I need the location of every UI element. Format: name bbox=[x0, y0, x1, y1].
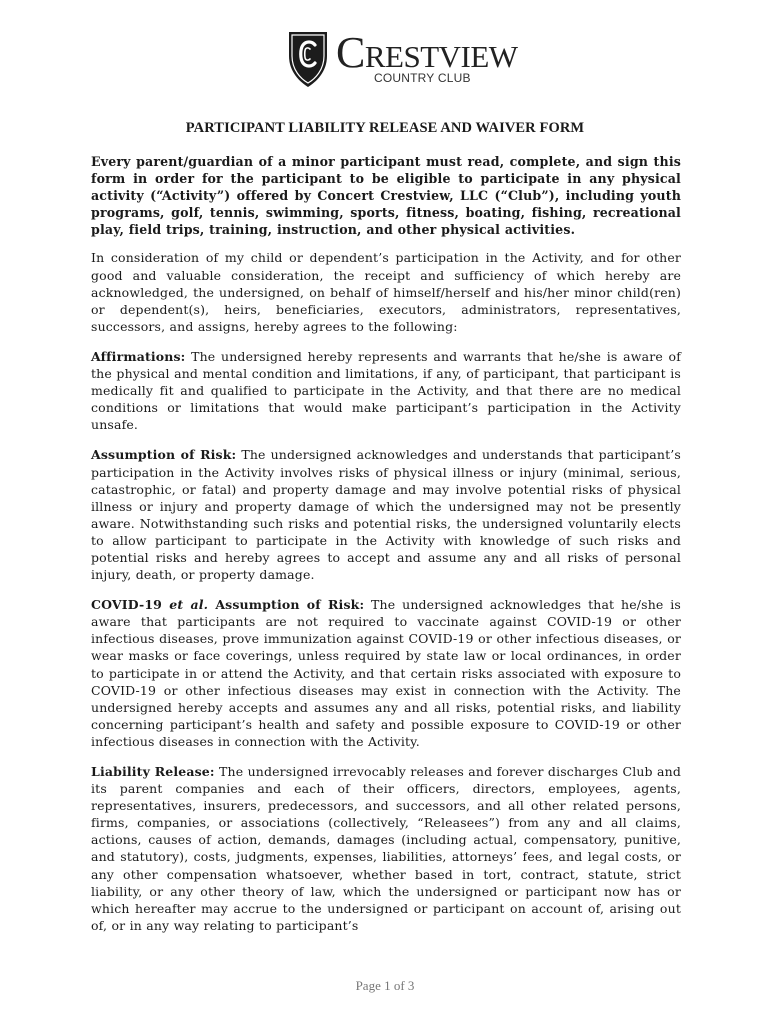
liability-text: The undersigned irrevocably releases and forever discharges Club and its parent companies and each of their officers, directors, employees, agents, representatives, insurers, predecessors, and successors, and all other related persons, firms, companies, or associations (collectively, “Releasees”) from any and all claims, actions, causes of action, demands, damages (including actual, compensatory, punitive, and statutory), costs, judgments, expenses, liabilities, attorneys’ fees, and legal costs, or any other compensation whatsoever, whether based in tort, contract, statute, strict liability, or any other theory of law, which the undersigned or participant now has or which hereafter may accrue to the undersigned or participant on account of, arising out of, or in any way relating to participant’s bbox=[91, 764, 681, 933]
affirmations-text: The undersigned hereby represents and warrants that he/she is aware of the physical and mental condition and limitations, if any, of participant, that participant is medically fit and qualified to participate in the Activity, and that there are no medical conditions or limitations that would make participant’s participation in the Activity unsafe. bbox=[91, 348, 681, 433]
page-number: Page 1 of 3 bbox=[355, 978, 415, 993]
assumption-heading: Assumption of Risk: bbox=[91, 447, 237, 463]
consideration-paragraph: In consideration of my child or dependent’s participation in the Activity, and for other good and valuable consideration, the receipt and sufficiency of which hereby are acknowledged, the undersigned, on behalf of himself/herself and his/her minor child(ren) or dependent(s), heirs, beneficiaries, executors, administrators, representatives, successors, and assigns, hereby agrees to the following: bbox=[91, 250, 681, 334]
covid-heading-b: Assumption of Risk: bbox=[208, 597, 365, 613]
liability-paragraph bbox=[91, 763, 681, 934]
covid-text: The undersigned acknowledges that he/she is aware that participants are not required to vaccinate against COVID-19 or other infectious diseases, prove immunization against COVID-19 or other infectious diseases, or wear masks or face coverings, unless required by state law or local ordinances, in order to participate in or attend the Activity, and that certain risks associated with exposure to COVID-19 or other infectious diseases may exist in connection with the Activity. The undersigned hereby accepts and assumes any and all risks, potential risks, and liability concerning participant’s health and safety and possible exposure to COVID-19 or other infectious diseases in connection with the Activity. bbox=[91, 597, 681, 749]
liability-heading: Liability Release: bbox=[91, 764, 215, 779]
form-body bbox=[91, 153, 681, 947]
affirmations-heading: Affirmations: bbox=[91, 348, 186, 364]
logo-subtitle: COUNTRY CLUB bbox=[374, 71, 471, 85]
covid-heading-a: COVID-19 bbox=[91, 597, 170, 613]
affirmations-paragraph bbox=[91, 348, 681, 433]
shield-crest-icon bbox=[286, 28, 330, 90]
logo-wordmark: CRESTVIEW bbox=[336, 28, 518, 77]
covid-paragraph bbox=[91, 596, 681, 750]
crestview-logo bbox=[286, 28, 518, 90]
covid-heading-etal: et al. bbox=[169, 597, 209, 613]
form-title: PARTICIPANT LIABILITY RELEASE AND WAIVER FORM bbox=[185, 120, 585, 136]
assumption-paragraph bbox=[91, 446, 681, 583]
assumption-text: The undersigned acknowledges and understands that participant’s participation in the Activity involves risks of physical illness or injury (minimal, serious, catastrophic, or fatal) and property damage and may involve potential risks of physical illness or injury and property damage of which the undersigned may not be presently aware. Notwithstanding such risks and potential risks, the undersigned voluntarily elects to allow participant to participate in the Activity with knowledge of such risks and potential risks and hereby agrees to accept and assume any and all risks of personal injury, death, or property damage. bbox=[91, 447, 681, 583]
intro-paragraph: Every parent/guardian of a minor participant must read, complete, and sign this form in order for the participant to be eligible to participate in any physical activity (“Activity”) offered by Concert Crestview, LLC (“Club”), including youth programs, golf, tennis, swimming, sports, fitness, boating, fishing, recreational play, field trips, training, instruction, and other physical activities. bbox=[91, 154, 681, 238]
